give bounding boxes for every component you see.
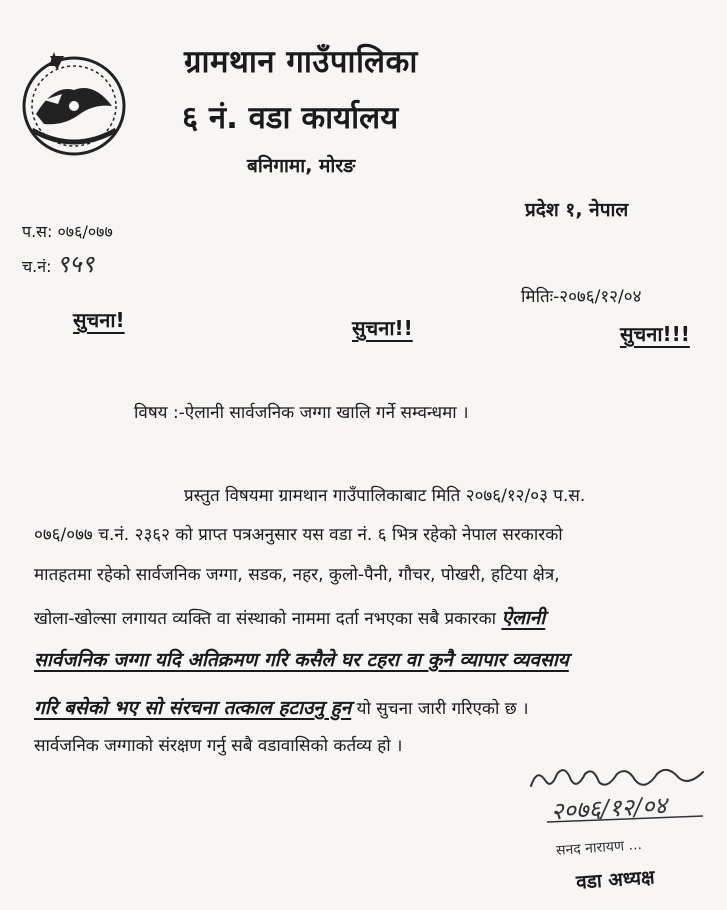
date-line [521, 284, 641, 307]
svg-text:२०७६/१२/०४ [550, 791, 670, 825]
date-label: मितिः- [521, 287, 560, 307]
notice-heading-3: सुचना!!! [620, 322, 690, 346]
ref-number [22, 220, 113, 242]
body-line-2: ०७६/०७७ च.नं. २३६२ को प्राप्त पत्रअनुसार यस वडा नं. ६ भित्र रहेको नेपाल सरकारको [34, 525, 563, 545]
body-line-5 [34, 646, 569, 672]
org-name: ग्रामथान गाउँपालिका [184, 44, 418, 80]
body-line-6 [34, 694, 529, 720]
body-line-3: मातहतमा रहेको सार्वजनिक जग्गा, सडक, नहर, कुलो-पैनी, गौचर, पोखरी, हटिया क्षेत्र, [34, 565, 560, 585]
notice-heading-1: सुचना! [73, 308, 125, 332]
subject-line: विषय :-ऐलानी सार्वजनिक जग्गा खालि गर्ने सम्वन्धमा । [134, 403, 469, 423]
office-name: ६ नं. वडा कार्यालय [182, 100, 399, 136]
signature-date: २०७६/१२/०४ [550, 791, 668, 826]
office-address: बनिगामा, मोरङ [247, 155, 356, 177]
nepal-emblem-icon [14, 44, 134, 162]
body-line-7: सार्वजनिक जग्गाको संरक्षण गर्नु सबै वडावासिको कर्तव्य हो । [34, 736, 403, 756]
official-name-stamp: सनद नारायण ... [555, 837, 643, 859]
dispatch-label: च.नं: [22, 257, 52, 276]
ref-label: प.स: [22, 222, 53, 241]
date-value: २०७६/१२/०४ [559, 287, 642, 307]
notice-heading-2: सुचना!! [352, 316, 413, 340]
body-line-4-text: खोला-खोल्सा लगायत व्यक्ति वा संस्थाको नाममा दर्ता नभएका सबै प्रकारका [34, 609, 497, 629]
dispatch-value: ९५९ [56, 250, 95, 278]
body-line-6-emphasis: गरि बसेको भए सो संरचना तत्काल हटाउनु हुन [34, 697, 352, 719]
body-line-1: प्रस्तुत विषयमा ग्रामथान गाउँपालिकाबाट मिति २०७६/१२/०३ प.स. [184, 486, 586, 506]
official-title-stamp: वडा अध्यक्ष [575, 866, 656, 894]
province-label: प्रदेश १, नेपाल [525, 199, 629, 221]
body-line-4 [34, 604, 545, 630]
body-line-4-emphasis: ऐलानी [501, 607, 546, 629]
body-line-5-emphasis: सार्वजनिक जग्गा यदि अतिक्रमण गरि कसैले घर टहरा वा कुनै व्यापार व्यवसाय [34, 649, 569, 671]
dispatch-number [22, 247, 94, 280]
ref-value: ०७६/०७७ [57, 222, 113, 241]
body-line-6-text: यो सुचना जारी गरिएको छ । [356, 699, 529, 719]
